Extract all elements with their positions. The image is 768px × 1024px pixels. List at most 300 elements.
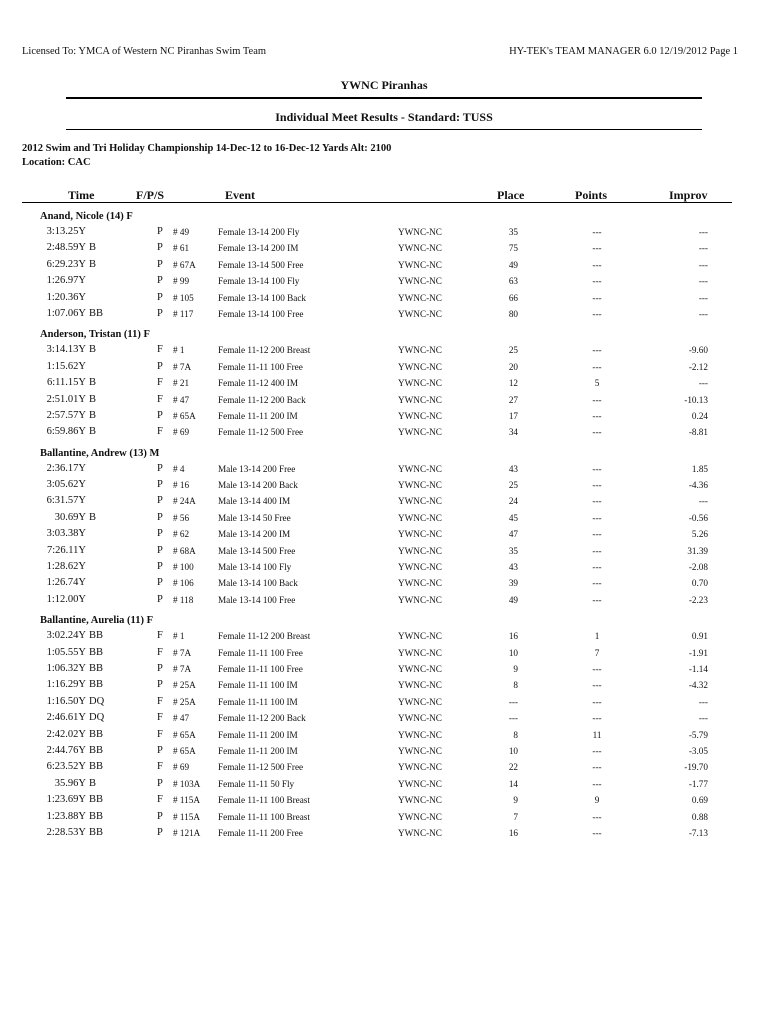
result-row	[0, 494, 768, 510]
result-row	[0, 307, 768, 323]
result-row	[0, 409, 768, 425]
result-event: Female 11-11 200 IM	[218, 745, 298, 756]
result-event-number: # 99	[173, 276, 190, 287]
result-team: YWNC-NC	[398, 361, 442, 372]
result-improv: -9.60	[688, 345, 708, 356]
result-fps: P	[157, 577, 163, 589]
result-place: 80	[508, 308, 518, 319]
result-fps: P	[157, 679, 163, 691]
result-time: 3:03.38Y	[46, 528, 86, 540]
result-team: YWNC-NC	[398, 378, 442, 389]
result-points: ---	[592, 827, 602, 838]
meet-location: Location: CAC	[22, 157, 91, 168]
result-points: ---	[592, 529, 602, 540]
result-row	[0, 478, 768, 494]
result-team: YWNC-NC	[398, 680, 442, 691]
result-team: YWNC-NC	[398, 463, 442, 474]
result-place: 17	[508, 410, 518, 421]
result-improv: -0.56	[688, 512, 708, 523]
result-row	[0, 544, 768, 560]
result-row	[0, 274, 768, 290]
result-event: Male 13-14 100 Fly	[218, 562, 292, 573]
result-place: 9	[513, 795, 518, 806]
result-standard: BB	[89, 761, 104, 773]
result-fps: P	[157, 593, 163, 605]
result-event: Female 13-14 100 Back	[218, 292, 307, 303]
result-improv: -10.13	[684, 394, 708, 405]
result-points: 5	[594, 378, 600, 389]
result-points: ---	[592, 696, 602, 707]
result-time: 6:59.86Y	[46, 426, 86, 438]
result-standard: BB	[89, 646, 104, 658]
result-event-number: # 115A	[173, 811, 200, 822]
result-time: 1:28.62Y	[46, 561, 86, 573]
swimmer-name: Ballantine, Aurelia (11) F	[40, 615, 153, 627]
title-rule	[66, 129, 702, 130]
result-event-number: # 25A	[173, 680, 196, 691]
result-fps: P	[157, 291, 163, 303]
result-points: ---	[592, 394, 602, 405]
result-row	[0, 258, 768, 274]
result-improv: 1.85	[691, 463, 708, 474]
result-improv: 0.88	[691, 811, 708, 822]
result-improv: -5.79	[688, 729, 708, 740]
result-row	[0, 343, 768, 359]
result-team: YWNC-NC	[398, 745, 442, 756]
result-standard: B	[89, 393, 97, 405]
result-event-number: # 62	[173, 529, 190, 540]
result-team: YWNC-NC	[398, 545, 442, 556]
result-team: YWNC-NC	[398, 696, 442, 707]
result-event-number: # 47	[173, 394, 190, 405]
result-time: 1:16.29Y	[46, 679, 86, 691]
result-time: 1:07.06Y	[46, 307, 86, 319]
result-time: 1:16.50Y	[46, 695, 86, 707]
result-row	[0, 527, 768, 543]
result-time: 1:26.74Y	[46, 577, 86, 589]
result-time: 35.96Y	[54, 777, 86, 789]
result-event-number: # 24A	[173, 496, 196, 507]
result-row	[0, 241, 768, 257]
result-row	[0, 662, 768, 678]
result-team: YWNC-NC	[398, 410, 442, 421]
result-fps: F	[157, 728, 163, 740]
swimmer-results	[0, 225, 768, 323]
result-fps: P	[157, 544, 163, 556]
result-event-number: # 21	[173, 378, 190, 389]
swimmer-name: Anand, Nicole (14) F	[40, 211, 133, 222]
result-time: 6:31.57Y	[46, 495, 86, 507]
result-event: Female 11-11 100 Free	[218, 647, 303, 658]
result-improv: -3.05	[688, 745, 708, 756]
result-time: 2:46.61Y	[46, 712, 86, 724]
result-fps: P	[157, 561, 163, 573]
result-event-number: # 7A	[173, 663, 192, 674]
result-event: Male 13-14 500 Free	[218, 545, 296, 556]
result-points: ---	[592, 463, 602, 474]
result-points: ---	[592, 594, 602, 605]
result-place: 39	[508, 578, 518, 589]
result-place: 7	[513, 811, 518, 822]
result-team: YWNC-NC	[398, 713, 442, 724]
result-fps: P	[157, 662, 163, 674]
result-fps: F	[157, 646, 163, 658]
result-points: ---	[592, 778, 602, 789]
result-points: ---	[592, 562, 602, 573]
result-points: ---	[592, 480, 602, 491]
column-header-row	[0, 188, 768, 202]
result-team: YWNC-NC	[398, 308, 442, 319]
result-place: ---	[508, 696, 518, 707]
result-points: 9	[594, 795, 600, 806]
result-points: ---	[592, 713, 602, 724]
result-points: ---	[592, 243, 602, 254]
result-place: 16	[508, 631, 518, 642]
result-event-number: # 103A	[173, 778, 201, 789]
result-fps: P	[157, 409, 163, 421]
result-row	[0, 360, 768, 376]
result-improv: -1.77	[688, 778, 708, 789]
result-fps: P	[157, 242, 163, 254]
result-event: Female 13-14 100 Fly	[218, 276, 300, 287]
result-points: ---	[592, 259, 602, 270]
result-time: 3:14.13Y	[46, 344, 86, 356]
result-time: 2:51.01Y	[46, 393, 86, 405]
result-standard: B	[89, 777, 97, 789]
result-time: 1:06.32Y	[46, 662, 86, 674]
result-standard: BB	[89, 728, 104, 740]
result-standard: BB	[89, 744, 104, 756]
col-improv: Improv	[669, 188, 708, 202]
result-event-number: # 105	[173, 292, 194, 303]
result-standard: BB	[89, 826, 104, 838]
result-improv: 31.39	[687, 545, 708, 556]
result-event-number: # 47	[173, 713, 190, 724]
result-improv: ---	[698, 243, 708, 254]
result-row	[0, 393, 768, 409]
result-time: 2:36.17Y	[46, 462, 86, 474]
result-event-number: # 68A	[173, 545, 196, 556]
result-event: Female 11-12 500 Free	[218, 427, 304, 438]
result-event: Male 13-14 200 Free	[218, 463, 296, 474]
result-standard: DQ	[89, 712, 105, 724]
license-text: Licensed To: YMCA of Western NC Piranhas Swim Team	[22, 46, 267, 57]
result-event: Female 13-14 500 Free	[218, 259, 304, 270]
result-team: YWNC-NC	[398, 762, 442, 773]
result-time: 3:05.62Y	[46, 479, 86, 491]
result-team: YWNC-NC	[398, 480, 442, 491]
result-event: Female 11-11 200 IM	[218, 410, 298, 421]
result-improv: -4.36	[688, 480, 708, 491]
result-points: ---	[592, 512, 602, 523]
result-team: YWNC-NC	[398, 512, 442, 523]
result-points: ---	[592, 410, 602, 421]
col-points: Points	[575, 188, 608, 202]
header-rule	[66, 97, 702, 99]
result-time: 2:57.57Y	[46, 409, 86, 421]
result-row	[0, 225, 768, 241]
result-time: 7:26.11Y	[47, 544, 86, 556]
result-fps: P	[157, 744, 163, 756]
result-team: YWNC-NC	[398, 427, 442, 438]
result-row	[0, 695, 768, 711]
result-fps: F	[157, 377, 163, 389]
result-improv: 5.26	[691, 529, 708, 540]
result-event: Female 11-12 400 IM	[218, 378, 299, 389]
result-points: ---	[592, 496, 602, 507]
result-event: Male 13-14 100 Back	[218, 578, 298, 589]
result-improv: ---	[698, 276, 708, 287]
result-event: Male 13-14 200 Back	[218, 480, 298, 491]
result-place: 49	[508, 594, 518, 605]
result-time: 2:42.02Y	[46, 728, 86, 740]
result-points: ---	[592, 227, 602, 237]
result-time: 1:26.97Y	[46, 275, 86, 287]
results-list	[0, 208, 768, 842]
result-fps: P	[157, 258, 163, 270]
result-place: 34	[508, 427, 518, 438]
result-place: 12	[508, 378, 518, 389]
result-place: 10	[508, 647, 518, 658]
result-improv: -2.12	[688, 361, 708, 372]
result-team: YWNC-NC	[398, 227, 442, 237]
result-team: YWNC-NC	[398, 562, 442, 573]
result-standard: BB	[89, 662, 104, 674]
result-team: YWNC-NC	[398, 259, 442, 270]
result-place: 35	[508, 227, 518, 237]
result-improv: -1.91	[688, 647, 708, 658]
result-event-number: # 4	[173, 463, 185, 474]
result-standard: B	[89, 511, 97, 523]
result-time: 1:05.55Y	[46, 646, 86, 658]
swimmer-block	[0, 445, 768, 610]
result-row	[0, 678, 768, 694]
result-points: 7	[594, 647, 600, 658]
result-team: YWNC-NC	[398, 292, 442, 303]
result-team: YWNC-NC	[398, 811, 442, 822]
result-time: 1:23.88Y	[46, 810, 86, 822]
result-event-number: # 49	[173, 227, 190, 237]
result-event: Female 11-12 200 Back	[218, 394, 306, 405]
result-time: 1:12.00Y	[46, 593, 86, 605]
result-place: 63	[508, 276, 518, 287]
result-points: 1	[594, 631, 600, 642]
result-event-number: # 25A	[173, 696, 196, 707]
result-event-number: # 65A	[173, 729, 196, 740]
result-place: 8	[513, 729, 518, 740]
result-event: Male 13-14 50 Free	[218, 512, 291, 523]
result-event: Female 11-11 100 Breast	[218, 795, 310, 806]
result-improv: ---	[698, 713, 708, 724]
result-standard: BB	[89, 794, 104, 806]
result-points: ---	[592, 308, 602, 319]
result-event-number: # 1	[173, 631, 185, 642]
result-fps: P	[157, 528, 163, 540]
result-time: 3:02.24Y	[46, 630, 86, 642]
result-standard: B	[89, 377, 97, 389]
result-event-number: # 100	[173, 562, 194, 573]
result-points: 11	[592, 729, 602, 740]
result-fps: P	[157, 511, 163, 523]
result-place: 14	[508, 778, 518, 789]
result-place: 47	[508, 529, 518, 540]
result-event: Female 13-14 100 Free	[218, 308, 304, 319]
result-event: Female 11-12 200 Breast	[218, 345, 311, 356]
result-team: YWNC-NC	[398, 631, 442, 642]
result-place: 22	[508, 762, 518, 773]
col-event: Event	[225, 188, 255, 202]
result-event-number: # 65A	[173, 745, 196, 756]
result-fps: P	[157, 777, 163, 789]
result-event: Female 11-11 100 IM	[218, 696, 298, 707]
result-fps: P	[157, 462, 163, 474]
result-team: YWNC-NC	[398, 594, 442, 605]
result-place: 24	[508, 496, 518, 507]
result-row	[0, 810, 768, 826]
result-event-number: # 56	[173, 512, 190, 523]
swimmer-results	[0, 629, 768, 842]
result-points: ---	[592, 663, 602, 674]
result-fps: P	[157, 226, 163, 237]
result-place: 25	[508, 480, 518, 491]
result-place: 10	[508, 745, 518, 756]
result-place: 45	[508, 512, 518, 523]
result-points: ---	[592, 361, 602, 372]
result-fps: F	[157, 393, 163, 405]
result-points: ---	[592, 427, 602, 438]
result-time: 30.69Y	[54, 511, 86, 523]
result-improv: -4.32	[688, 680, 708, 691]
result-event: Female 11-11 100 Breast	[218, 811, 310, 822]
result-row	[0, 711, 768, 727]
result-row	[0, 425, 768, 441]
result-fps: P	[157, 826, 163, 838]
result-standard: BB	[89, 630, 104, 642]
result-team: YWNC-NC	[398, 529, 442, 540]
result-time: 2:48.59Y	[46, 242, 86, 254]
result-team: YWNC-NC	[398, 578, 442, 589]
result-improv: -1.14	[688, 663, 708, 674]
result-time: 6:23.52Y	[46, 761, 86, 773]
result-time: 1:23.69Y	[46, 794, 86, 806]
result-event: Female 13-14 200 IM	[218, 243, 299, 254]
result-place: 25	[508, 345, 518, 356]
result-points: ---	[592, 545, 602, 556]
result-improv: ---	[698, 308, 708, 319]
result-event-number: # 118	[173, 594, 194, 605]
result-event-number: # 117	[173, 308, 194, 319]
swimmer-name: Anderson, Tristan (11) F	[40, 329, 150, 341]
result-team: YWNC-NC	[398, 243, 442, 254]
result-place: 27	[508, 394, 518, 405]
result-time: 1:20.36Y	[46, 291, 86, 303]
result-row	[0, 777, 768, 793]
result-place: 8	[513, 680, 518, 691]
swimmer-results	[0, 462, 768, 610]
result-event: Female 11-11 200 Free	[218, 827, 303, 838]
result-place: 9	[513, 663, 518, 674]
result-event-number: # 121A	[173, 827, 201, 838]
result-event: Female 11-11 200 IM	[218, 729, 298, 740]
result-time: 2:28.53Y	[46, 826, 86, 838]
result-improv: ---	[698, 292, 708, 303]
result-event-number: # 65A	[173, 410, 196, 421]
result-standard: BB	[89, 810, 104, 822]
result-event: Female 11-11 100 IM	[218, 680, 298, 691]
result-place: 75	[508, 243, 518, 254]
result-event: Female 11-12 200 Back	[218, 713, 306, 724]
result-points: ---	[592, 345, 602, 356]
result-row	[0, 793, 768, 809]
result-event-number: # 69	[173, 427, 190, 438]
result-time: 3:13.25Y	[46, 226, 86, 237]
result-row	[0, 576, 768, 592]
result-improv: 0.91	[691, 631, 708, 642]
result-team: YWNC-NC	[398, 778, 442, 789]
result-improv: -2.23	[688, 594, 708, 605]
column-header-rule	[22, 202, 732, 203]
result-fps: P	[157, 275, 163, 287]
result-points: ---	[592, 276, 602, 287]
result-team: YWNC-NC	[398, 394, 442, 405]
result-fps: P	[157, 360, 163, 372]
result-event-number: # 61	[173, 243, 190, 254]
result-event: Female 11-11 100 Free	[218, 361, 303, 372]
result-team: YWNC-NC	[398, 345, 442, 356]
result-standard: B	[89, 258, 97, 270]
swimmer-block	[0, 612, 768, 842]
result-time: 6:11.15Y	[47, 377, 86, 389]
result-fps: F	[157, 712, 163, 724]
swimmer-name: Ballantine, Andrew (13) M	[40, 447, 160, 459]
result-improv: -7.13	[688, 827, 708, 838]
result-event: Female 11-11 100 Free	[218, 663, 303, 674]
result-improv: ---	[698, 496, 708, 507]
result-improv: -2.08	[688, 562, 708, 573]
result-points: ---	[592, 762, 602, 773]
result-team: YWNC-NC	[398, 276, 442, 287]
result-event-number: # 7A	[173, 647, 192, 658]
result-event: Male 13-14 100 Free	[218, 594, 296, 605]
result-event: Female 11-11 50 Fly	[218, 778, 295, 789]
result-time: 2:44.76Y	[46, 744, 86, 756]
result-fps: F	[157, 695, 163, 707]
swimmer-block	[0, 208, 768, 323]
result-row	[0, 291, 768, 307]
result-team: YWNC-NC	[398, 729, 442, 740]
result-event-number: # 69	[173, 762, 190, 773]
result-team: YWNC-NC	[398, 827, 442, 838]
meet-info: 2012 Swim and Tri Holiday Championship 14-Dec-12 to 16-Dec-12 Yards Alt: 2100	[22, 143, 392, 154]
result-event: Male 13-14 200 IM	[218, 529, 291, 540]
result-team: YWNC-NC	[398, 496, 442, 507]
result-place: 43	[508, 463, 518, 474]
result-event: Male 13-14 400 IM	[218, 496, 291, 507]
result-row	[0, 629, 768, 645]
result-place: 20	[508, 361, 518, 372]
col-fps: F/P/S	[136, 188, 165, 202]
result-place: 43	[508, 562, 518, 573]
result-row	[0, 760, 768, 776]
result-place: 35	[508, 545, 518, 556]
result-event-number: # 106	[173, 578, 194, 589]
result-row	[0, 462, 768, 478]
result-event-number: # 7A	[173, 361, 192, 372]
result-row	[0, 376, 768, 392]
result-standard: B	[89, 409, 97, 421]
result-place: 66	[508, 292, 518, 303]
result-event-number: # 115A	[173, 795, 200, 806]
